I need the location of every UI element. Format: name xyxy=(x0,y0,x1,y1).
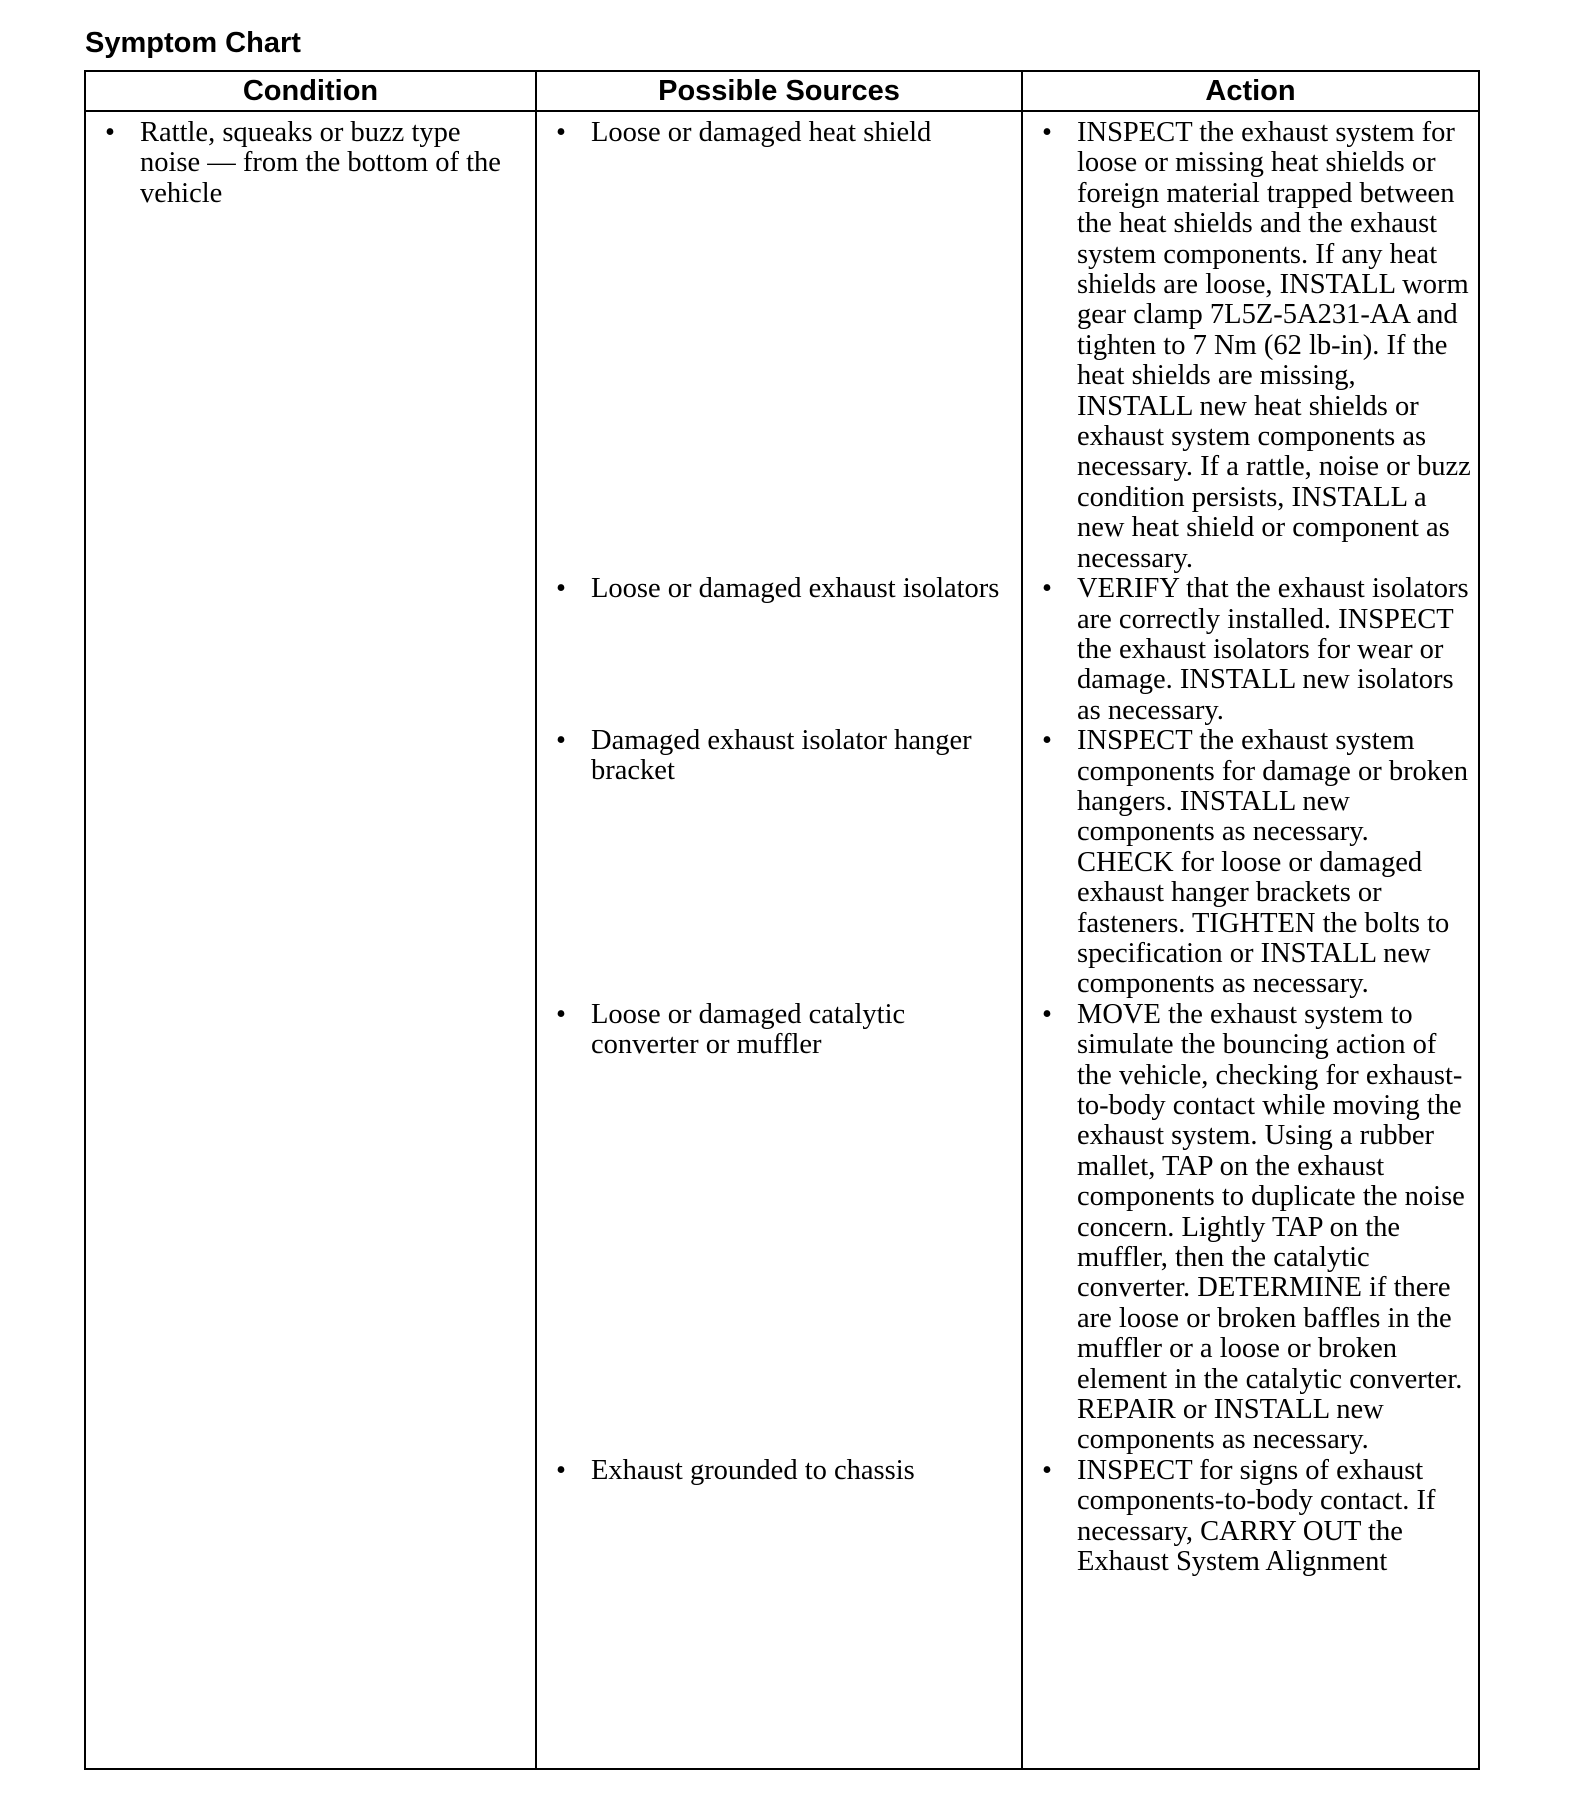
bullet-glyph: • xyxy=(556,725,566,756)
bullet-glyph: • xyxy=(1042,725,1052,757)
page-title: Symptom Chart xyxy=(85,27,301,59)
action-text: INSPECT the exhaust system components for damage or broken hangers. INSTALL new components as necessary. CHECK for loose or damaged exhaust hanger brackets or fasteners. TIGHTEN the bolts to specification or INSTALL new components as necessary. xyxy=(1077,725,1468,1000)
bullet-glyph: • xyxy=(556,117,566,148)
bullet-glyph: • xyxy=(556,573,566,604)
actions-cell xyxy=(1022,111,1479,1769)
source-item xyxy=(537,726,1021,1000)
action-item xyxy=(1023,1000,1478,1456)
bullet-glyph: • xyxy=(1042,998,1052,1030)
bullet-glyph: • xyxy=(556,999,566,1030)
bullet-glyph: • xyxy=(1042,1454,1052,1486)
bullet-glyph: • xyxy=(1042,117,1052,148)
action-text: MOVE the exhaust system to simulate the bouncing action of the vehicle, checking for exhaust-to-body contact while moving the exhaust system. Using a rubber mallet, TAP on the exhaust components to duplicate the noise concern. Lightly TAP on the muffler, then the catalytic converter. DETERMINE if there are loose or broken baffles in the muffler or a loose or broken element in the catalytic converter. REPAIR or INSTALL new components as necessary. xyxy=(1077,998,1465,1456)
action-item xyxy=(1023,1456,1478,1578)
source-text: Loose or damaged heat shield xyxy=(591,117,932,148)
condition-cell xyxy=(85,111,536,1769)
condition-entry xyxy=(86,118,535,209)
header-action: Action xyxy=(1022,71,1479,111)
action-text: VERIFY that the exhaust isolators are correctly installed. INSPECT the exhaust isolators for wear or damage. INSTALL new isolators as necessary. xyxy=(1077,573,1469,726)
bullet-glyph: • xyxy=(556,1455,566,1486)
action-item xyxy=(1023,726,1478,1000)
action-text: INSPECT the exhaust system for loose or missing heat shields or foreign material trapped between the heat shields and the exhaust system components. If any heat shields are loose, INSTALL worm gear clamp 7L5Z-5A231-AA and tighten to 7 Nm (62 lb-in). If the heat shields are missing, INSTALL new heat shields or exhaust system components as necessary. If a rattle, noise or buzz condition persists, INSTALL a new heat shield or component as necessary. xyxy=(1077,117,1471,574)
action-item xyxy=(1023,574,1478,726)
source-item xyxy=(537,1000,1021,1456)
header-condition: Condition xyxy=(85,71,536,111)
source-text: Exhaust grounded to chassis xyxy=(591,1455,915,1486)
action-text: INSPECT for signs of exhaust components-to-body contact. If necessary, CARRY OUT the Exhaust System Alignment xyxy=(1077,1454,1436,1578)
table-row xyxy=(85,111,1479,1769)
action-item xyxy=(1023,118,1478,574)
header-possible-sources: Possible Sources xyxy=(536,71,1022,111)
condition-text: Rattle, squeaks or buzz type noise — from the bottom of the vehicle xyxy=(140,117,501,209)
bullet-glyph: • xyxy=(105,117,115,148)
bullet-glyph: • xyxy=(1042,573,1052,605)
header-row xyxy=(85,71,1479,111)
source-item xyxy=(537,574,1021,726)
source-text: Loose or damaged catalytic converter or muffler xyxy=(591,999,906,1061)
source-item xyxy=(537,1456,1021,1578)
source-text: Damaged exhaust isolator hanger bracket xyxy=(591,725,972,787)
sources-cell xyxy=(536,111,1022,1769)
source-text: Loose or damaged exhaust isolators xyxy=(591,573,1000,604)
source-item xyxy=(537,118,1021,574)
symptom-chart-table xyxy=(84,70,1480,1770)
